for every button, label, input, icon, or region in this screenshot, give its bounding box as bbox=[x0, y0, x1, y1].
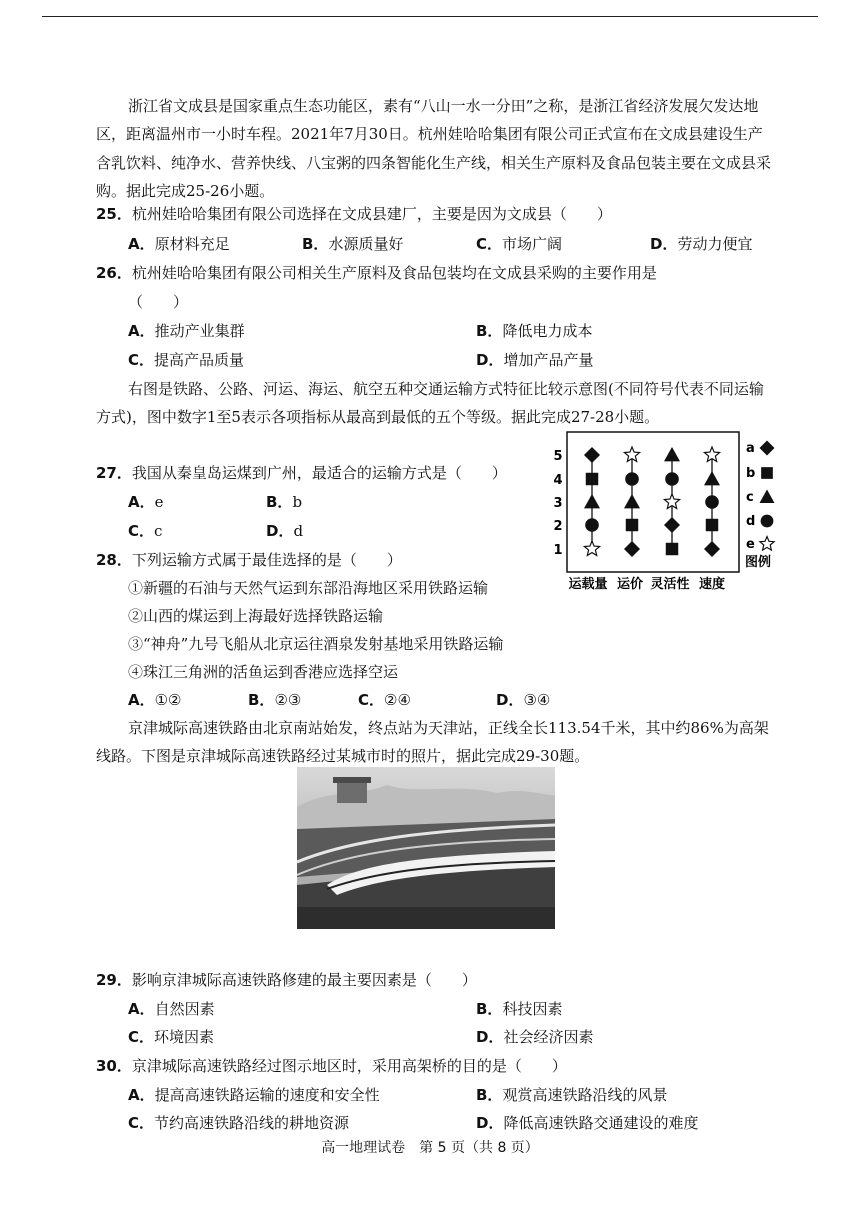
q30-c-text: 节约高速铁路沿线的耕地资源 bbox=[154, 1114, 350, 1132]
page-footer: 高一地理试卷 第 5 页（共 8 页） bbox=[321, 1140, 539, 1156]
q25-option-d[interactable] bbox=[650, 230, 752, 258]
header-rule bbox=[42, 16, 818, 17]
q29-a-label: A． bbox=[128, 1000, 155, 1018]
legend-diamond-icon bbox=[760, 441, 775, 456]
q25-a-label: A． bbox=[128, 235, 155, 253]
chart-symbol-diamond bbox=[704, 541, 720, 557]
q29-b-text: 科技因素 bbox=[502, 1000, 563, 1018]
q25-b-label: B． bbox=[302, 235, 329, 253]
q27-option-a[interactable] bbox=[128, 488, 164, 516]
q27-option-d[interactable] bbox=[266, 517, 303, 545]
q26-d-label: D． bbox=[476, 351, 504, 369]
chart-symbol-square bbox=[626, 519, 638, 531]
legend-triangle-icon bbox=[760, 490, 775, 504]
q29-a-text: 自然因素 bbox=[154, 1000, 215, 1018]
q27-b-text: b bbox=[292, 493, 303, 511]
question-30 bbox=[96, 1052, 567, 1080]
chart-symbol-circle bbox=[665, 472, 679, 486]
legend-square-icon bbox=[761, 467, 773, 479]
chart-symbol-triangle bbox=[584, 494, 600, 508]
q28-item-3: ③“神舟”九号飞船从北京运往酒泉发射基地采用铁路运输 bbox=[128, 635, 504, 653]
chart-symbol-circle bbox=[585, 518, 599, 532]
chart-symbol-circle bbox=[625, 472, 639, 486]
q28-item-1: ①新疆的石油与天然气运到东部沿海地区采用铁路运输 bbox=[128, 579, 489, 597]
question-28 bbox=[96, 546, 402, 574]
q28-b-label: B． bbox=[248, 691, 275, 709]
q28-item-4: ④珠江三角洲的活鱼运到香港应选择空运 bbox=[128, 663, 399, 681]
chart-symbol-diamond bbox=[624, 541, 640, 557]
legend-key: a bbox=[746, 441, 755, 456]
q26-blank: （ ） bbox=[128, 293, 189, 311]
q29-c-label: C． bbox=[128, 1028, 155, 1046]
q26-a-text: 推动产业集群 bbox=[154, 322, 245, 340]
chart-symbol-triangle bbox=[624, 494, 640, 508]
q30-c-label: C． bbox=[128, 1114, 155, 1132]
q28-option-d[interactable] bbox=[496, 686, 550, 714]
question-29 bbox=[96, 966, 477, 994]
q26-option-a[interactable] bbox=[128, 317, 245, 345]
q25-a-text: 原材料充足 bbox=[154, 235, 230, 253]
q30-b-label: B． bbox=[476, 1086, 503, 1104]
chart-symbol-diamond bbox=[584, 447, 600, 463]
transport-comparison-chart bbox=[548, 430, 788, 594]
q28-d-label: D． bbox=[496, 691, 524, 709]
y-tick-label: 3 bbox=[553, 496, 563, 511]
chart-symbol-star bbox=[584, 541, 599, 556]
question-25 bbox=[96, 200, 612, 228]
q26-b-label: B． bbox=[476, 322, 503, 340]
q25-c-text: 市场广阔 bbox=[502, 235, 563, 253]
q25-d-label: D． bbox=[650, 235, 678, 253]
q25-option-c[interactable] bbox=[476, 230, 562, 258]
y-tick-label: 1 bbox=[553, 543, 563, 558]
chart-symbol-triangle bbox=[664, 447, 680, 461]
q26-b-text: 降低电力成本 bbox=[502, 322, 593, 340]
q30-d-text: 降低高速铁路交通建设的难度 bbox=[503, 1114, 699, 1132]
q25-option-a[interactable] bbox=[128, 230, 230, 258]
q27-a-text: e bbox=[154, 493, 164, 511]
chart-symbol-square bbox=[666, 543, 678, 555]
chart-symbol-triangle bbox=[704, 471, 720, 485]
q30-number: 30． bbox=[96, 1057, 132, 1075]
category-label: 运价 bbox=[616, 577, 644, 592]
chart-symbol-square bbox=[706, 519, 718, 531]
chart-symbol-circle bbox=[705, 495, 719, 509]
legend-star-icon bbox=[760, 537, 774, 551]
q27-stem: 我国从秦皇岛运煤到广州，最适合的运输方式是（ ） bbox=[131, 464, 507, 482]
chart-symbol-diamond bbox=[664, 517, 680, 533]
q30-option-d[interactable] bbox=[476, 1109, 698, 1137]
q29-d-label: D． bbox=[476, 1028, 504, 1046]
q28-a-text: ①② bbox=[154, 691, 182, 709]
q29-b-label: B． bbox=[476, 1000, 503, 1018]
category-label: 速度 bbox=[698, 577, 726, 592]
q26-c-label: C． bbox=[128, 351, 155, 369]
passage-2: 右图是铁路、公路、河运、海运、航空五种交通运输方式特征比较示意图(不同符号代表不同运输方式)，图中数字1至5表示各项指标从最高到最低的五个等级。据此完成27-28小题。 bbox=[96, 380, 764, 427]
q27-option-b[interactable] bbox=[266, 488, 302, 516]
q29-number: 29． bbox=[96, 971, 132, 989]
q26-a-label: A． bbox=[128, 322, 155, 340]
q28-item-2: ②山西的煤运到上海最好选择铁路运输 bbox=[128, 607, 384, 625]
chart-symbol-square bbox=[586, 473, 598, 485]
legend-key: b bbox=[746, 466, 756, 481]
q27-b-label: B． bbox=[266, 493, 293, 511]
q30-option-a[interactable] bbox=[128, 1081, 380, 1109]
q26-option-d[interactable] bbox=[476, 346, 593, 374]
q28-d-text: ③④ bbox=[523, 691, 551, 709]
q27-number: 27． bbox=[96, 464, 132, 482]
q29-c-text: 环境因素 bbox=[154, 1028, 215, 1046]
q29-d-text: 社会经济因素 bbox=[503, 1028, 594, 1046]
q28-option-a[interactable] bbox=[128, 686, 182, 714]
q28-stem: 下列运输方式属于最佳选择的是（ ） bbox=[131, 551, 402, 569]
train-photo bbox=[297, 767, 555, 929]
q27-c-label: C． bbox=[128, 522, 155, 540]
category-label: 灵活性 bbox=[650, 577, 690, 592]
q27-a-label: A． bbox=[128, 493, 155, 511]
q29-option-c[interactable] bbox=[128, 1023, 214, 1051]
y-tick-label: 2 bbox=[553, 519, 563, 534]
legend-key: c bbox=[746, 490, 754, 505]
q28-c-text: ②④ bbox=[384, 691, 411, 709]
q30-a-text: 提高高速铁路运输的速度和安全性 bbox=[154, 1086, 380, 1104]
q28-number: 28． bbox=[96, 551, 132, 569]
q25-option-b[interactable] bbox=[302, 230, 403, 258]
question-27 bbox=[96, 459, 507, 487]
q26-c-text: 提高产品质量 bbox=[154, 351, 245, 369]
q29-option-b[interactable] bbox=[476, 995, 562, 1023]
question-26 bbox=[96, 259, 657, 287]
q26-option-b[interactable] bbox=[476, 317, 592, 345]
legend-title: 图例 bbox=[744, 555, 772, 570]
q29-option-d[interactable] bbox=[476, 1023, 593, 1051]
q25-c-label: C． bbox=[476, 235, 503, 253]
q30-stem: 京津城际高速铁路经过图示地区时，采用高架桥的目的是（ ） bbox=[131, 1057, 567, 1075]
q29-option-a[interactable] bbox=[128, 995, 215, 1023]
q30-d-label: D． bbox=[476, 1114, 504, 1132]
q28-option-c[interactable] bbox=[358, 686, 411, 714]
legend-circle-icon bbox=[761, 515, 774, 528]
passage-3: 京津城际高速铁路由北京南站始发，终点站为天津站，正线全长113.54千米，其中约86%为高架线路。下图是京津城际高速铁路经过某城市时的照片，据此完成29-30题。 bbox=[96, 719, 769, 766]
y-tick-label: 4 bbox=[553, 473, 563, 488]
y-tick-label: 5 bbox=[553, 449, 563, 464]
q30-b-text: 观赏高速铁路沿线的风景 bbox=[502, 1086, 668, 1104]
q28-option-b[interactable] bbox=[248, 686, 301, 714]
q26-number: 26． bbox=[96, 264, 132, 282]
q30-a-label: A． bbox=[128, 1086, 155, 1104]
q28-b-text: ②③ bbox=[274, 691, 302, 709]
q26-d-text: 增加产品产量 bbox=[503, 351, 594, 369]
legend-key: e bbox=[746, 537, 755, 552]
q30-option-c[interactable] bbox=[128, 1109, 349, 1137]
q25-stem: 杭州娃哈哈集团有限公司选择在文成县建厂，主要是因为文成县（ ） bbox=[131, 205, 612, 223]
legend-key: d bbox=[746, 514, 756, 529]
q27-c-text: c bbox=[154, 522, 163, 540]
q28-c-label: C． bbox=[358, 691, 385, 709]
q27-d-text: d bbox=[293, 522, 304, 540]
q26-option-c[interactable] bbox=[128, 346, 244, 374]
q27-d-label: D． bbox=[266, 522, 294, 540]
q25-number: 25． bbox=[96, 205, 132, 223]
q26-stem: 杭州娃哈哈集团有限公司相关生产原料及食品包装均在文成县采购的主要作用是 bbox=[131, 264, 657, 282]
category-label: 运载量 bbox=[568, 577, 608, 592]
q25-d-text: 劳动力便宜 bbox=[677, 235, 753, 253]
q27-option-c[interactable] bbox=[128, 517, 162, 545]
q29-stem: 影响京津城际高速铁路修建的最主要因素是（ ） bbox=[131, 971, 477, 989]
q28-a-label: A． bbox=[128, 691, 155, 709]
q30-option-b[interactable] bbox=[476, 1081, 667, 1109]
q25-b-text: 水源质量好 bbox=[328, 235, 404, 253]
passage-1: 浙江省文成县是国家重点生态功能区，素有“八山一水一分田”之称，是浙江省经济发展欠发达地区，距离温州市一小时车程。2021年7月30日。杭州娃哈哈集团有限公司正式宣布在文成县建设生产含乳饮料、纯净水、营养快线、八宝粥的四条智能化生产线，相关生产原料及食品包装主要在文成县采购。据此完成25-26小题。 bbox=[96, 97, 772, 201]
